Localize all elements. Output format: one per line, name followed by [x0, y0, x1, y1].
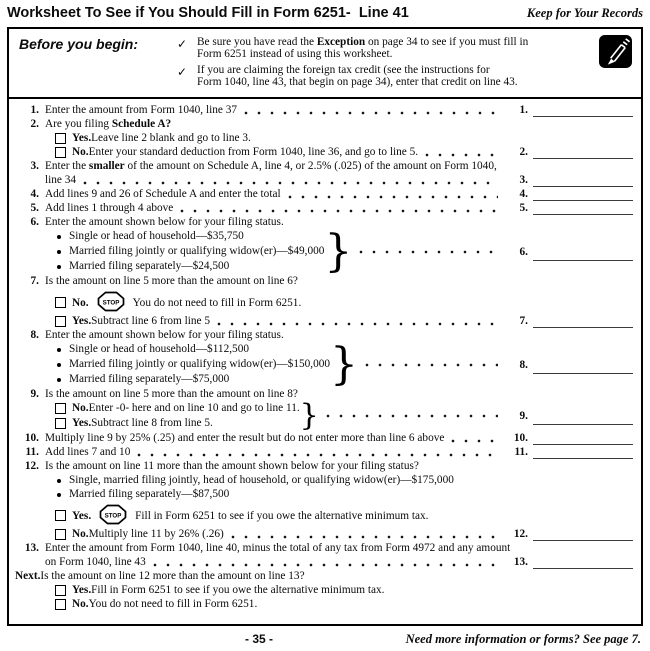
- filing-status-option: Single or head of household—$35,750: [55, 229, 324, 244]
- dot-leader: [217, 322, 498, 326]
- worksheet-line-10: 10. Multiply line 9 by 25% (.25) and enter the result but do not enter more than line 6 above 10.: [12, 431, 633, 445]
- line-7-yes-option: Yes. Subtract line 6 from line 5 7.: [12, 314, 633, 328]
- entry-field-4[interactable]: [533, 191, 633, 201]
- worksheet-line-2: 2. Are you filing Schedule A?: [30, 118, 172, 130]
- filing-status-option: Married filing jointly or qualifying widow(er)—$49,000: [55, 244, 324, 259]
- line-9-options: No. Enter -0- here and on line 10 and go to line 11. Yes. Subtract line 8 from line 5. } 9.: [12, 401, 633, 431]
- svg-text:STOP: STOP: [102, 298, 120, 306]
- dot-leader: [288, 195, 498, 199]
- footer: [7, 630, 643, 650]
- worksheet-line-13: 13. Enter the amount from Form 1040, line 40, minus the total of any tax from Form 4972 and any amount: [24, 542, 511, 554]
- line-12-yes-option: Yes. STOP Fill in Form 6251 to see if you owe the alternative minimum tax.: [12, 504, 633, 527]
- page-number: - 35 -: [245, 632, 274, 646]
- worksheet-line-8: 8. Enter the amount shown below for your filing status.: [30, 329, 284, 341]
- stop-icon: [97, 291, 125, 315]
- filing-status-option: Single, married filing jointly, head of household, or qualifying widow(er)—$175,000: [12, 473, 633, 487]
- no-checkbox[interactable]: [55, 147, 66, 158]
- entry-field-11[interactable]: [533, 449, 633, 459]
- worksheet-line-13-cont: on Form 1040, line 43 13.: [12, 555, 633, 569]
- dot-leader: [244, 111, 498, 115]
- dot-leader: [425, 153, 498, 157]
- no-checkbox[interactable]: [55, 297, 66, 308]
- worksheet-line-3-cont: line 34 3.: [12, 173, 633, 187]
- entry-field-10[interactable]: [533, 435, 633, 445]
- yes-checkbox[interactable]: [55, 510, 66, 521]
- exception-bold: Exception: [316, 36, 366, 48]
- dot-leader: [365, 363, 498, 367]
- entry-field-13[interactable]: [533, 559, 633, 569]
- bullet-icon: [57, 250, 61, 254]
- line-8-options: Single or head of household—$112,500 Married filing jointly or qualifying widow(er)—$150,000 Married filing separately—$75,000 } 8.: [12, 342, 633, 387]
- pencil-icon: [599, 35, 632, 71]
- line-6-options: Single or head of household—$35,750 Married filing jointly or qualifying widow(er)—$49,000 Married filing separately—$24,500 } 6.: [12, 229, 633, 274]
- before-you-begin-label: Before you begin:: [19, 36, 139, 52]
- worksheet-line-1: 1. Enter the amount from Form 1040, line 37 1.: [12, 103, 633, 117]
- header: [7, 5, 643, 27]
- filing-status-option: Single or head of household—$112,500: [55, 342, 330, 357]
- worksheet-box: [7, 27, 643, 626]
- entry-field-8[interactable]: [533, 364, 633, 374]
- keep-for-records-label: Keep for Your Records: [526, 6, 643, 20]
- entry-field-2[interactable]: [533, 149, 633, 159]
- entry-field-1[interactable]: [533, 107, 633, 117]
- line-2-yes-option: Yes. Leave line 2 blank and go to line 3.: [12, 131, 633, 145]
- filing-status-option: Married filing jointly or qualifying widow(er)—$150,000: [55, 357, 330, 372]
- no-checkbox[interactable]: [55, 599, 66, 610]
- yes-checkbox[interactable]: [55, 418, 66, 429]
- brace-icon: [300, 401, 319, 431]
- line-9-no-option: No. Enter -0- here and on line 10 and go to line 11.: [55, 401, 300, 416]
- bullet-icon: [57, 378, 61, 382]
- before-item-2: ✓ If you are claiming the foreign tax credit (see the instructions for Form 1040, line 43, that begin on page 34), enter that credit on line 43.: [177, 64, 518, 88]
- dot-leader: [231, 535, 498, 539]
- bullet-icon: [57, 363, 61, 367]
- worksheet-line-12: 12. Is the amount on line 11 more than the amount shown below for your filing status?: [24, 460, 419, 472]
- worksheet-line-4: 4. Add lines 9 and 26 of Schedule A and enter the total 4.: [12, 187, 633, 201]
- entry-field-3[interactable]: [533, 177, 633, 187]
- dot-leader: [180, 209, 498, 213]
- brace-icon: [330, 342, 358, 387]
- stop-icon: [99, 504, 127, 528]
- svg-text:STOP: STOP: [104, 511, 122, 519]
- dot-leader: [359, 250, 498, 254]
- worksheet-line-11: 11. Add lines 7 and 10 11.: [12, 445, 633, 459]
- line-9-yes-option: Yes. Subtract line 8 from line 5.: [55, 416, 300, 431]
- worksheet-line-9: 9. Is the amount on line 5 more than the amount on line 8?: [30, 388, 298, 400]
- entry-field-6[interactable]: [533, 251, 633, 261]
- bullet-icon: [57, 265, 61, 269]
- no-checkbox[interactable]: [55, 529, 66, 540]
- next-no-option: No. You do not need to fill in Form 6251.: [12, 597, 633, 611]
- worksheet-line-7: 7. Is the amount on line 5 more than the amount on line 6?: [30, 275, 298, 287]
- worksheet-line-5: 5. Add lines 1 through 4 above 5.: [12, 201, 633, 215]
- check-icon: ✓: [177, 65, 188, 79]
- entry-field-9[interactable]: [533, 415, 633, 425]
- next-yes-option: Yes. Fill in Form 6251 to see if you owe the alternative minimum tax.: [12, 583, 633, 597]
- worksheet-line-3: 3. Enter the smaller of the amount on Schedule A, line 4, or 2.5% (.025) of the amount on Form 1040,: [30, 160, 497, 172]
- filing-status-option: Married filing separately—$87,500: [12, 487, 633, 501]
- yes-checkbox[interactable]: [55, 585, 66, 596]
- dot-leader: [326, 414, 498, 418]
- yes-checkbox[interactable]: [55, 133, 66, 144]
- yes-checkbox[interactable]: [55, 316, 66, 327]
- bullet-icon: [57, 493, 61, 497]
- bullet-icon: [57, 479, 61, 483]
- more-info-note: Need more information or forms? See page 7.: [405, 632, 641, 646]
- bullet-icon: [57, 348, 61, 352]
- check-icon: ✓: [177, 37, 188, 51]
- brace-icon: [324, 229, 352, 274]
- before-item-1: ✓ Be sure you have read the Exception on page 34 to see if you must fill in Form 6251 instead of using this worksheet.: [177, 36, 529, 60]
- entry-field-5[interactable]: [533, 205, 633, 215]
- dot-leader: [451, 439, 498, 443]
- filing-status-option: Married filing separately—$75,000: [55, 372, 330, 387]
- before-you-begin-section: [9, 29, 641, 99]
- bullet-icon: [57, 235, 61, 239]
- line-12-no-option: No. Multiply line 11 by 26% (.26) 12.: [12, 527, 633, 541]
- no-checkbox[interactable]: [55, 403, 66, 414]
- worksheet-lines: [9, 99, 641, 611]
- before-item-1-text: Be sure you have read the: [197, 36, 317, 48]
- worksheet-line-6: 6. Enter the amount shown below for your filing status.: [30, 216, 284, 228]
- page-title: Worksheet To See if You Should Fill in Form 6251- Line 41: [7, 5, 409, 21]
- line-2-no-option: No. Enter your standard deduction from Form 1040, line 36, and go to line 5. 2.: [12, 145, 633, 159]
- filing-status-option: Married filing separately—$24,500: [55, 259, 324, 274]
- dot-leader: [137, 453, 498, 457]
- before-item-2-text: If you are claiming the foreign tax credit (see the instructions for: [197, 64, 490, 76]
- dot-leader: [153, 563, 498, 567]
- entry-field-12[interactable]: [533, 531, 633, 541]
- line-7-no-option: No. STOP You do not need to fill in Form 6251.: [12, 291, 633, 314]
- entry-field-7[interactable]: [533, 318, 633, 328]
- dot-leader: [83, 181, 498, 185]
- worksheet-line-next: Next. Is the amount on line 12 more than the amount on line 13?: [15, 570, 305, 582]
